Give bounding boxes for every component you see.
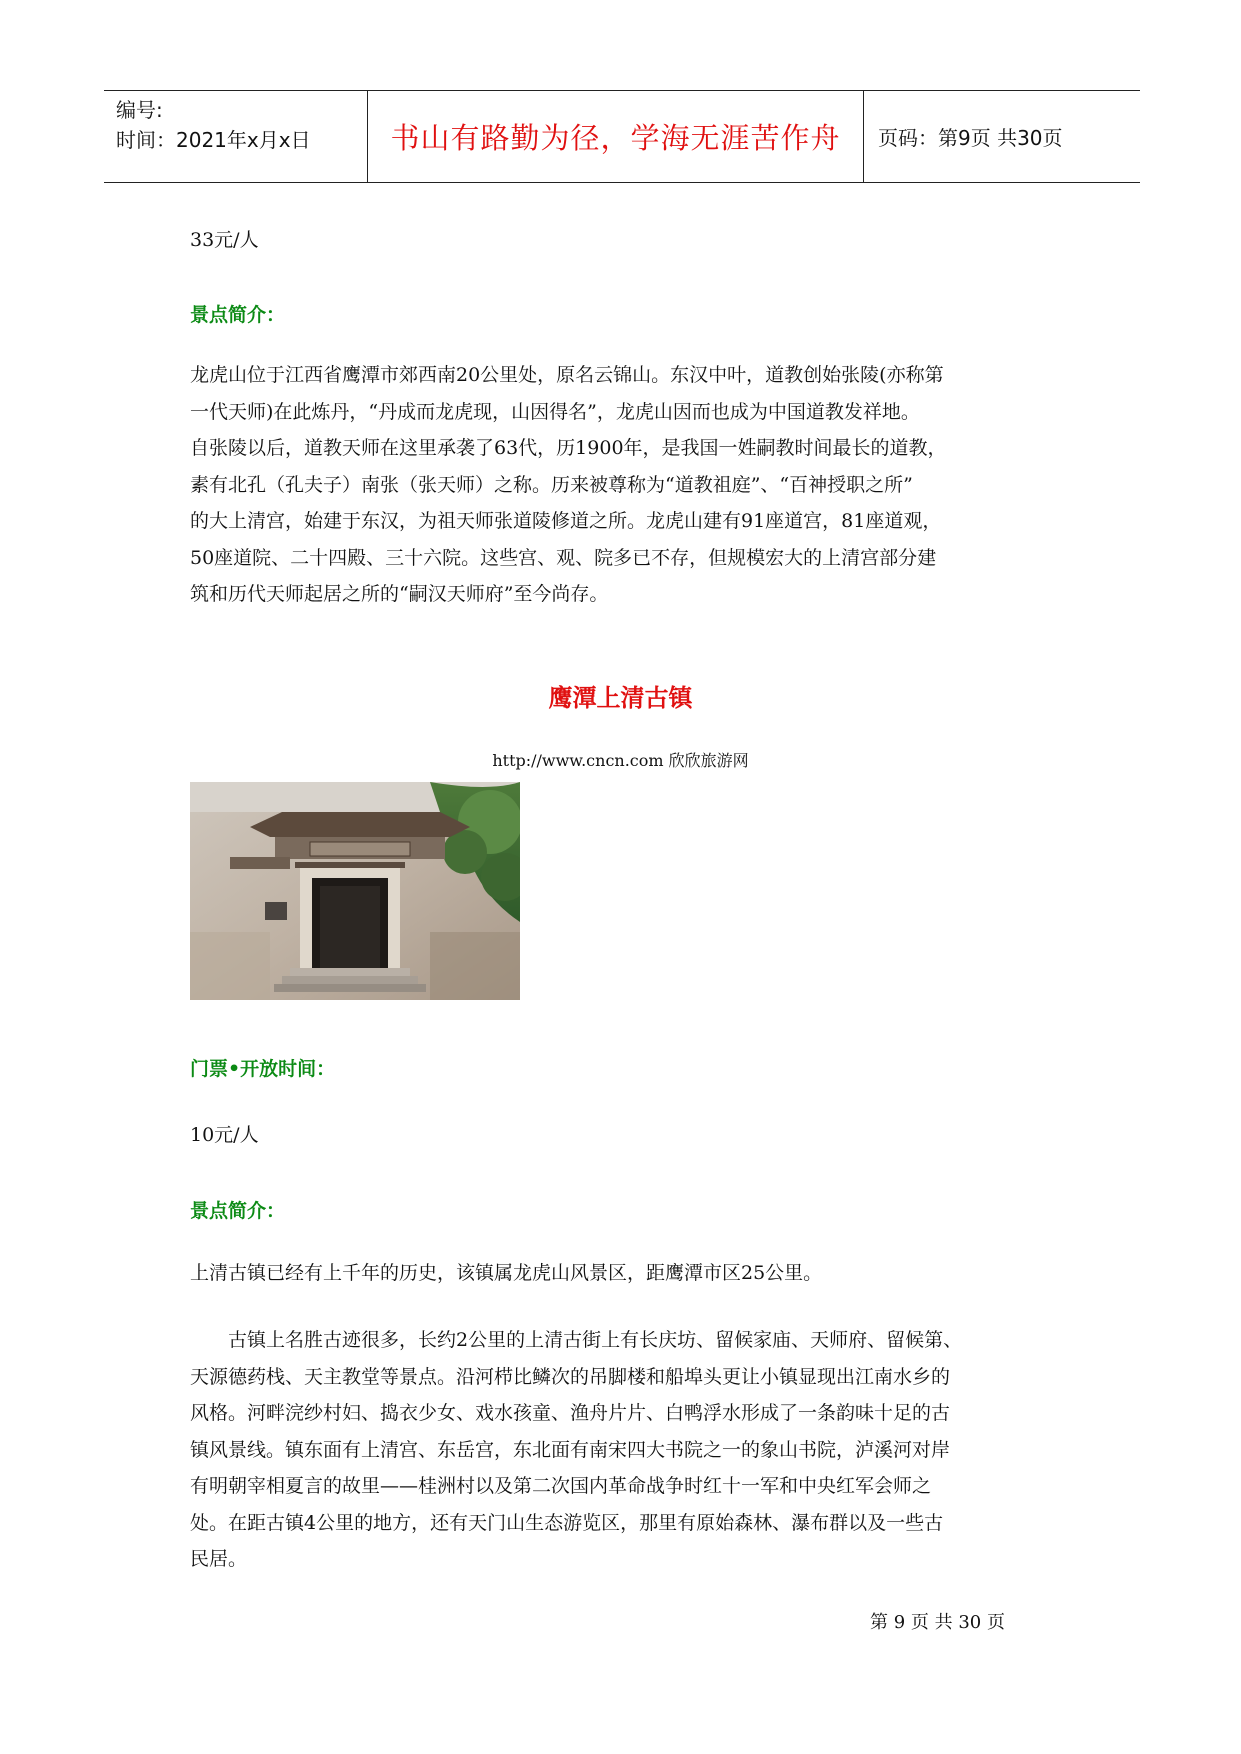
intro-line: 镇风景线。镇东面有上清宫、东岳宫，东北面有南宋四大书院之一的象山书院，泸溪河对岸 — [190, 1438, 951, 1461]
intro-heading-2: 景点简介： — [190, 1200, 286, 1222]
intro-paragraph-2 — [190, 1322, 1070, 1578]
intro-line: 古镇上名胜古迹很多，长约2公里的上清古街上有长庆坊、留候家庙、天师府、留候第、 — [190, 1329, 963, 1351]
section-title: 鹰潭上清古镇 — [548, 684, 693, 712]
document-header — [104, 90, 1140, 183]
ticket-heading-2: 门票•开放时间： — [190, 1058, 336, 1080]
intro-line: 处。在距古镇4公里的地方，还有天门山生态游览区，那里有原始森林、瀑布群以及一些古 — [190, 1511, 944, 1534]
intro-heading-1: 景点简介： — [190, 304, 286, 326]
intro-line: 龙虎山位于江西省鹰潭市郊西南20公里处，原名云锦山。东汉中叶，道教创始张陵(亦称第 — [190, 364, 944, 386]
gate-photo-graphic — [190, 782, 520, 1000]
intro-line: 天源德药栈、天主教堂等景点。沿河栉比鳞次的吊脚楼和船埠头更让小镇显现出江南水乡的 — [190, 1365, 951, 1388]
intro-line: 筑和历代天师起居之所的“嗣汉天师府”至今尚存。 — [190, 583, 609, 605]
ticket-price-2: 10元/人 — [190, 1124, 259, 1146]
page-footer: 第 9 页 共 30 页 — [870, 1612, 1005, 1633]
intro-paragraph-1 — [190, 357, 1070, 613]
intro-line: 民居。 — [190, 1548, 248, 1570]
number-label: 编号: — [116, 98, 163, 122]
ticket-price-1: 33元/人 — [190, 229, 259, 251]
source-link[interactable]: http://www.cncn.com 欣欣旅游网 — [492, 751, 749, 770]
intro-first-line-2: 上清古镇已经有上千年的历史，该镇属龙虎山风景区，距鹰潭市区25公里。 — [190, 1262, 823, 1284]
intro-line: 的大上清宫，始建于东汉，为祖天师张道陵修道之所。龙虎山建有91座道宫，81座道观， — [190, 510, 942, 532]
intro-line: 50座道院、二十四殿、三十六院。这些宫、观、院多已不存，但规模宏大的上清宫部分建 — [190, 546, 937, 569]
town-gate-photo — [190, 782, 520, 1000]
intro-line: 风格。河畔浣纱村妇、捣衣少女、戏水孩童、渔舟片片、白鸭浮水形成了一条韵味十足的古 — [190, 1402, 951, 1424]
intro-line: 自张陵以后，道教天师在这里承袭了63代，历1900年，是我国一姓嗣教时间最长的道教， — [190, 437, 947, 459]
intro-line: 有明朝宰相夏言的故里——桂洲村以及第二次国内革命战争时红十一军和中央红军会师之 — [190, 1475, 932, 1497]
motto: 书山有路勤为径，学海无涯苦作舟 — [368, 91, 864, 182]
header-page-label: 页码：第9页 共30页 — [878, 126, 1063, 150]
intro-line: 一代天师)在此炼丹，“丹成而龙虎现，山因得名”，龙虎山因而也成为中国道教发祥地。 — [190, 400, 920, 423]
intro-line: 素有北孔（孔夫子）南张（张天师）之称。历来被尊称为“道教祖庭”、“百神授职之所” — [190, 473, 913, 496]
time-label: 时间：2021年x月x日 — [116, 128, 311, 152]
header-left-cell — [104, 91, 368, 182]
